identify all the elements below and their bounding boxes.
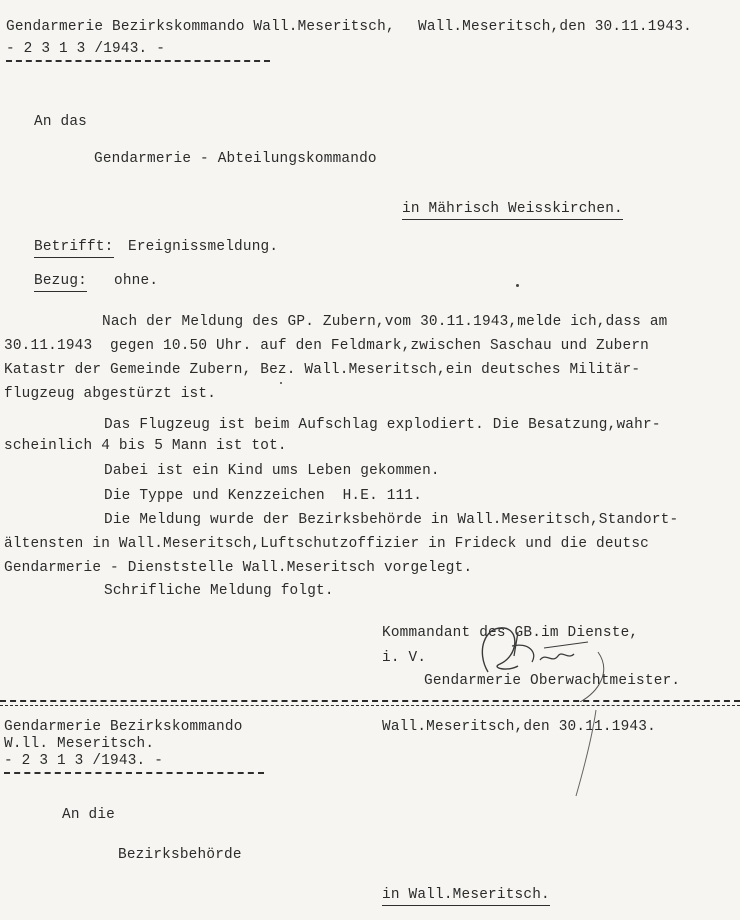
section-divider [0, 700, 740, 702]
body-line: ältensten in Wall.Meseritsch,Luftschutzoffizier in Frideck und die deutsc [4, 536, 650, 552]
body-line: scheinlich 4 bis 5 Mann ist tot. [4, 438, 287, 454]
body-line: Das Flugzeug ist beim Aufschlag explodiert. Die Besatzung,wahr- [104, 417, 661, 433]
section-divider [0, 705, 740, 706]
body-line: Schrifliche Meldung folgt. [104, 583, 334, 599]
body-line: Gendarmerie - Dienststelle Wall.Meseritsch vorgelegt. [4, 560, 473, 576]
letter1-file-reference: - 2 3 1 3 /1943. - [6, 40, 270, 62]
letter1-subject-value: Ereignissmeldung. [128, 239, 279, 255]
letter1-recipient-location: in Mährisch Weisskirchen. [402, 200, 623, 220]
body-line: Die Meldung wurde der Bezirksbehörde in Wall.Meseritsch,Standort- [104, 512, 679, 528]
handwritten-signature [448, 612, 618, 702]
closing-iv: i. V. [382, 650, 427, 666]
letter1-reference-value: ohne. [114, 273, 159, 289]
body-line: Dabei ist ein Kind ums Leben gekommen. [104, 463, 440, 479]
body-line: flugzeug abgestürzt ist. [4, 386, 217, 402]
letter2-recipient-location: in Wall.Meseritsch. [382, 886, 550, 906]
letter1-salutation: An das [34, 114, 88, 130]
body-line: Katastr der Gemeinde Zubern, Bez. Wall.Meseritsch,ein deutsches Militär- [4, 362, 641, 378]
letter2-header-left-city: W.ll. Meseritsch. [4, 736, 155, 752]
pen-stroke [566, 708, 606, 798]
letter2-salutation: An die [62, 807, 116, 823]
letter2-header-right: Wall.Meseritsch,den 30.11.1943. [382, 719, 656, 735]
letter1-recipient: Gendarmerie - Abteilungskommando [94, 151, 377, 167]
letter1-reference-label: Bezug: [34, 272, 87, 292]
letter2-recipient: Bezirksbehörde [118, 847, 242, 863]
letter1-header-right: Wall.Meseritsch,den 30.11.1943. [418, 19, 692, 35]
paper-speck [516, 284, 519, 287]
letter1-subject-label: Betrifft: [34, 238, 114, 258]
closing-rank: Gendarmerie Oberwachtmeister. [424, 673, 681, 689]
body-line: Nach der Meldung des GP. Zubern,vom 30.11.1943,melde ich,dass am [102, 314, 668, 330]
letter1-header-left: Gendarmerie Bezirkskommando Wall.Meseritsch, [6, 19, 395, 35]
body-line: Die Typpe und Kenzzeichen H.E. 111. [104, 488, 423, 504]
paper-speck [280, 382, 282, 384]
letter2-file-reference: - 2 3 1 3 /1943. - [4, 752, 264, 774]
closing-title: Kommandant des GB.im Dienste, [382, 625, 639, 641]
letter2-header-left: Gendarmerie Bezirkskommando [4, 719, 243, 735]
body-line: 30.11.1943 gegen 10.50 Uhr. auf den Feldmark,zwischen Saschau und Zubern [4, 338, 650, 354]
